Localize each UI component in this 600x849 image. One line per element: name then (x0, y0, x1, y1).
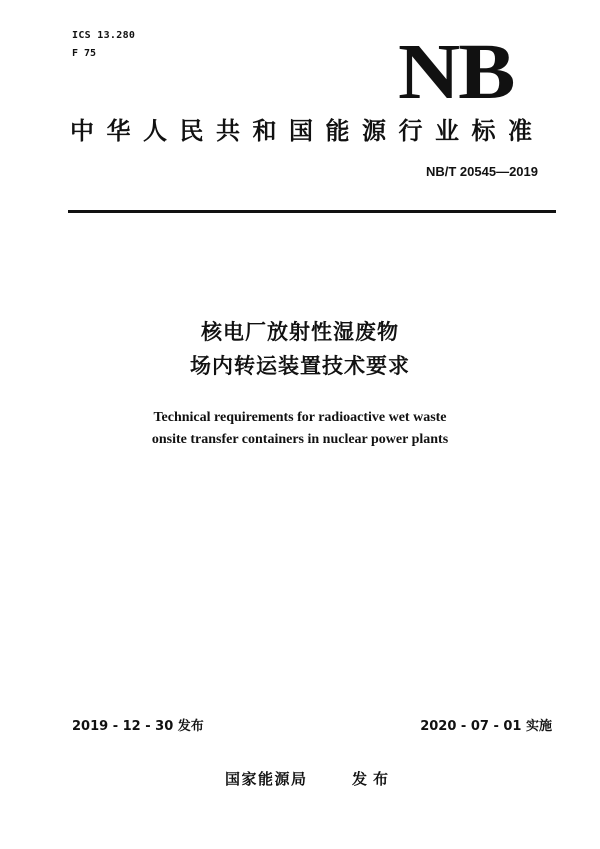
classification-code: F 75 (72, 48, 97, 59)
title-en-line2: onsite transfer containers in nuclear power plants (151, 432, 449, 447)
title-en-line1: Technical requirements for radioactive wet waste (153, 410, 447, 425)
organization-title: 中华人民共和国能源行业标准 (70, 117, 545, 145)
title-zh-line2: 场内转运装置技术要求 (190, 354, 410, 378)
issue-date: 2019 - 12 - 30 发布 (72, 719, 204, 734)
title-zh-line1: 核电厂放射性湿废物 (201, 320, 399, 344)
nb-logo: NB (398, 27, 514, 116)
standard-number: NB/T 20545—2019 (425, 164, 538, 179)
header-divider (68, 210, 556, 213)
publish-label: 发布 (352, 770, 395, 788)
implementation-date: 2020 - 07 - 01 实施 (420, 719, 552, 734)
publisher-name: 国家能源局 (225, 770, 308, 788)
ics-code: ICS 13.280 (72, 30, 136, 41)
